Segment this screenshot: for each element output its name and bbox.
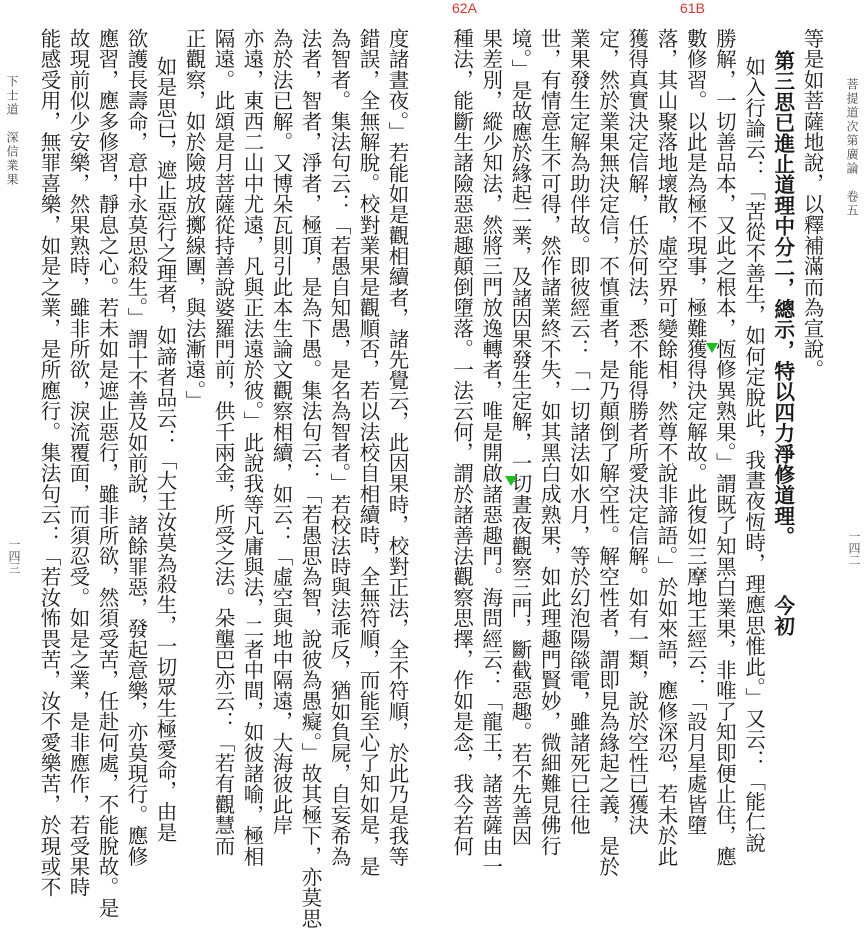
text-column: 法者，智者，淨者，極頂，是為下愚。集法句云：「若愚思為智，說彼為愚癡。」故其極下，亦莫思 [298, 28, 322, 929]
heading-subtitle: 今初 [770, 594, 795, 637]
running-header: 下士道 深信業果 [5, 75, 19, 187]
text-column: 數修習。以此是為極不現事，極難獲得決定解故。此復如三摩地王經云：「設月星處皆墮 [683, 28, 708, 836]
left-page [0, 0, 433, 929]
text-column: 為智者。集法句云：「若愚自知愚，是名為智者。」若校法時與法乖反，猶如負屍，自妄希為 [327, 28, 351, 867]
section-heading [770, 50, 796, 637]
text-column: 正觀察，如於險坡放擲線團，與法漸遠。」 [182, 28, 206, 412]
text-column: 業果發生定解為助伴故。即彼經云：「一切諸法如水月，等於幻泡陽燄電，雖諸死已往他 [566, 28, 591, 836]
text-column: 種法，能斷生諸險惡惡趣顛倒墮落。一法云何，謂於諸善法觀察思擇，作如是念，我今若何 [449, 28, 474, 856]
heading-title: 第三思已進止道理中分二，總示，特以四力淨修道理。 [770, 50, 795, 547]
text-column: 亦遠，東西二山中尤遠，凡與正法遠於彼。」此說我等凡庸與法，二者中間，如彼諸喻，極相 [240, 28, 264, 867]
text-column: 勝解，一切善品本，又此之根本，恆修異熟果。」謂既了知黑白業果，非唯了知即便止住，應 [712, 28, 737, 867]
text-column: 度諸晝夜。」若能如是觀相續者，諸先覺云，此因果時，校對正法，全不符順，於此乃是我等 [385, 28, 409, 867]
page-reference-left: 62A [452, 0, 477, 16]
page-number: 一四三 [7, 538, 21, 574]
text-column: 定，然於業果無決定信，不慎重者，是乃顛倒了解空性。解空性者，謂即見為緣起之義，是於 [595, 28, 620, 877]
green-marker-icon [505, 476, 517, 486]
text-column: 能感受用，無罪喜樂，如是之業，是所應行。集法句云：「若汝怖畏苦，汝不愛樂苦，於現或不 [37, 28, 61, 898]
green-marker-icon [706, 343, 718, 353]
text-column: 欲護長壽命，意中永莫思殺生。」謂十不善及如前說，諸餘罪惡，發起意樂，亦莫現行。應修 [124, 28, 148, 867]
text-column: 應習，應多修習，靜息之心。若未如是遮止惡行，雖非所欲，然須受苦，任赴何處，不能脫故。是 [95, 28, 119, 919]
text-column: 境。」是故應於緣起二業，及諸因果發生定解，一切晝夜觀察三門，斷截惡趣。若不先善因 [508, 28, 532, 846]
text-column: 果差別，縱少知法，然將三門放逸轉者，唯是開啟諸惡趣門。海問經云：「龍王，諸菩薩由一 [478, 28, 503, 877]
text-column: 錯誤，全無解脫。校對業果是觀順否，若以法校自相續時，全無符順，而能至心了知如是，是 [356, 28, 380, 877]
text-column: 隔遠。此頌是月菩薩從持善說婆羅門前，供千兩金，所受之法。朵壟巴亦云：「若有觀慧而 [211, 28, 235, 856]
text-column: 如入行論云：「苦從不善生，如何定脫此，我晝夜恆時，理應思惟此。」又云：「能仁說 [741, 56, 766, 854]
text-column: 為於法已解。又博朵瓦則引此本生論文觀察相續，如云：「虛空與地中隔遠，大海彼此岸 [269, 28, 293, 836]
text-column: 等是如菩薩地說，以釋補滿而為宣說。 [800, 28, 824, 380]
text-column: 如是思已，遮止惡行之理者，如諦者品云：「大王汝莫為殺生，一切眾生極愛命，由是 [153, 56, 177, 843]
right-page [434, 0, 867, 877]
text-column: 獲得真實決定信解，任於何法，悉不能得勝者所愛決定信解。如有一類，說於空性已獲決 [624, 28, 649, 836]
text-column: 故現前似少安樂，然果熟時，雖非所欲，淚流覆面，而須忍受。如是之業，是非應作，若受果時 [66, 28, 90, 898]
text-column: 落，其山聚落地壞散，虛空界可變餘相，然尊不說非諦語。」於如來語，應修深忍，若未於此 [654, 28, 678, 867]
page-number: 一四二 [847, 530, 861, 566]
running-header: 菩提道次第廣論 卷五 [845, 78, 859, 218]
page-reference-right: 61B [680, 0, 705, 16]
text-column: 世，有情意生不可得，然作諸業終不失，如其黑白成熟果，如此理趣門賢妙，微細難見佛行 [537, 28, 562, 856]
